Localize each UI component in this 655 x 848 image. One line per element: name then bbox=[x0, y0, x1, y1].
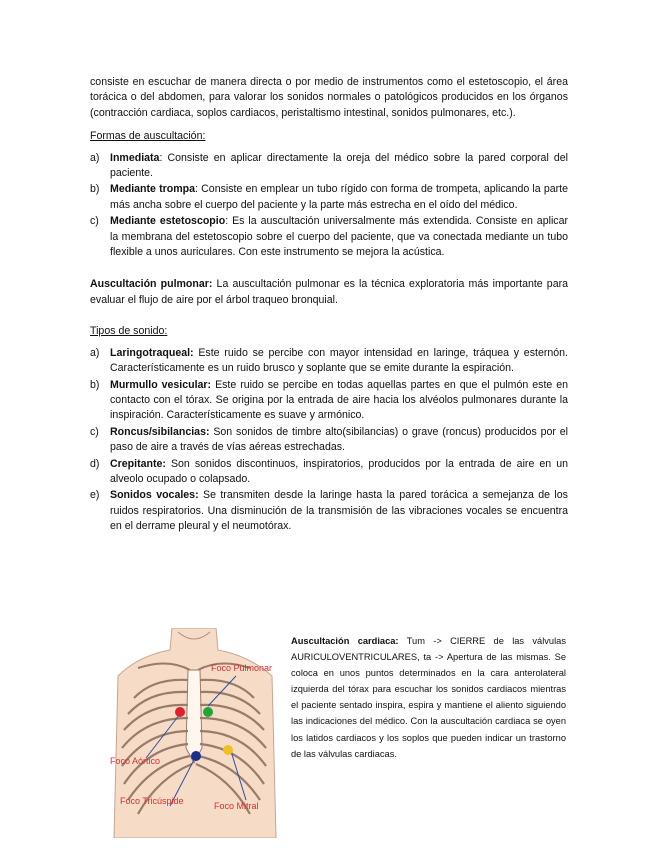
label-foco-tricuspide: Foco Tricúspide bbox=[120, 796, 184, 806]
label-foco-pulmonar: Foco Pulmonar bbox=[211, 663, 273, 673]
tipos-heading: Tipos de sonido: bbox=[90, 325, 168, 338]
list-item: b) Murmullo vesicular: Este ruido se percibe en todas aquellas partes en que el pulmón este en contacto con el tórax. Se origina por la entrada de aire hacia los alvéolos pulmonares durante la inspiración. Característicamente es suave y armónico. bbox=[90, 378, 569, 422]
formas-heading: Formas de auscultación: bbox=[90, 130, 206, 143]
cardiaca-paragraph: Auscultación cardiaca: Tum -> CIERRE de las válvulas AURICULOVENTRICULARES, ta -> Apertura de las mismas. Se coloca en unos puntos determinados en la cara anterolateral izquierda del tórax para escuchar los sonidos cardiacos mientras el paciente sentado inspira, espira y mantiene el aliento siguiendo las indicaciones del médico. Con la auscultación cardiaca se oyen los latidos cardiacos y los soplos que pueden indicar un trastorno de las válvulas cardiacas. bbox=[291, 636, 566, 759]
thorax-illustration bbox=[108, 628, 280, 838]
document-body bbox=[90, 75, 568, 536]
label-foco-aortico: Foco Aórtico bbox=[110, 756, 161, 766]
pulmonar-paragraph: Auscultación pulmonar: La auscultación pulmonar es la técnica exploratoria más importante para evaluar el flujo de aire por el árbol traqueo bronquial. bbox=[90, 278, 569, 306]
tipos-list bbox=[90, 346, 568, 535]
list-item: e) Sonidos vocales: Se transmiten desde la laringe hasta la pared torácica a semejanza de los ruidos respiratorios. Una disminución de la transmisión de las vibraciones vocales se encuentra en el derrame pleural y el neumotórax. bbox=[90, 489, 568, 533]
list-item: d) Crepitante: Son sonidos discontinuos, inspiratorios, producidos por la entrada de aire en un alveolo ocupado o colapsado. bbox=[90, 457, 568, 485]
label-foco-mitral: Foco Mitral bbox=[214, 801, 259, 811]
list-item: a) Laringotraqueal: Este ruido se percibe con mayor intensidad en laringe, tráquea y esternón. Característicamente es un ruido brusco y soplante que se emite durante la espiración. bbox=[90, 346, 568, 375]
cardiac-section bbox=[108, 628, 568, 843]
list-item: b) Mediante trompa: Consiste en emplear un tubo rígido con forma de trompeta, aplicando la parte más ancha sobre el cuerpo del paciente y la parte más estrecha en el oído del médico. bbox=[90, 183, 569, 211]
aortic-focus-dot bbox=[175, 707, 185, 717]
list-item: c) Mediante estetoscopio: Es la auscultación universalmente más extendida. Consiste en aplicar la membrana del estetoscopio sobre el cuerpo del paciente, que va conectada mediante un tubo flexible a unos auriculares. Con este instrumento se mejora la acústica. bbox=[90, 215, 569, 259]
mitral-focus-dot bbox=[223, 745, 233, 755]
sternum bbox=[186, 670, 202, 763]
tricuspid-focus-dot bbox=[191, 751, 201, 761]
formas-list bbox=[90, 151, 568, 261]
intro-paragraph: consiste en escuchar de manera directa o por medio de instrumentos como el estetoscopio, el área torácica o del abdomen, para valorar los sonidos normales o patológicos producidos en los órganos (contracción cardiaca, soplos cardiacos, peristaltismo intestinal, sonidos pulmonares, etc.). bbox=[90, 76, 568, 119]
pulmonary-focus-dot bbox=[203, 707, 213, 717]
list-item: c) Roncus/sibilancias: Son sonidos de timbre alto(sibilancias) o grave (roncus) producidos por el paso de aire a través de vías aéreas estrechadas. bbox=[90, 425, 568, 454]
list-item: a) Inmediata: Consiste en aplicar directamente la oreja del médico sobre la pared corporal del paciente. bbox=[90, 151, 569, 180]
